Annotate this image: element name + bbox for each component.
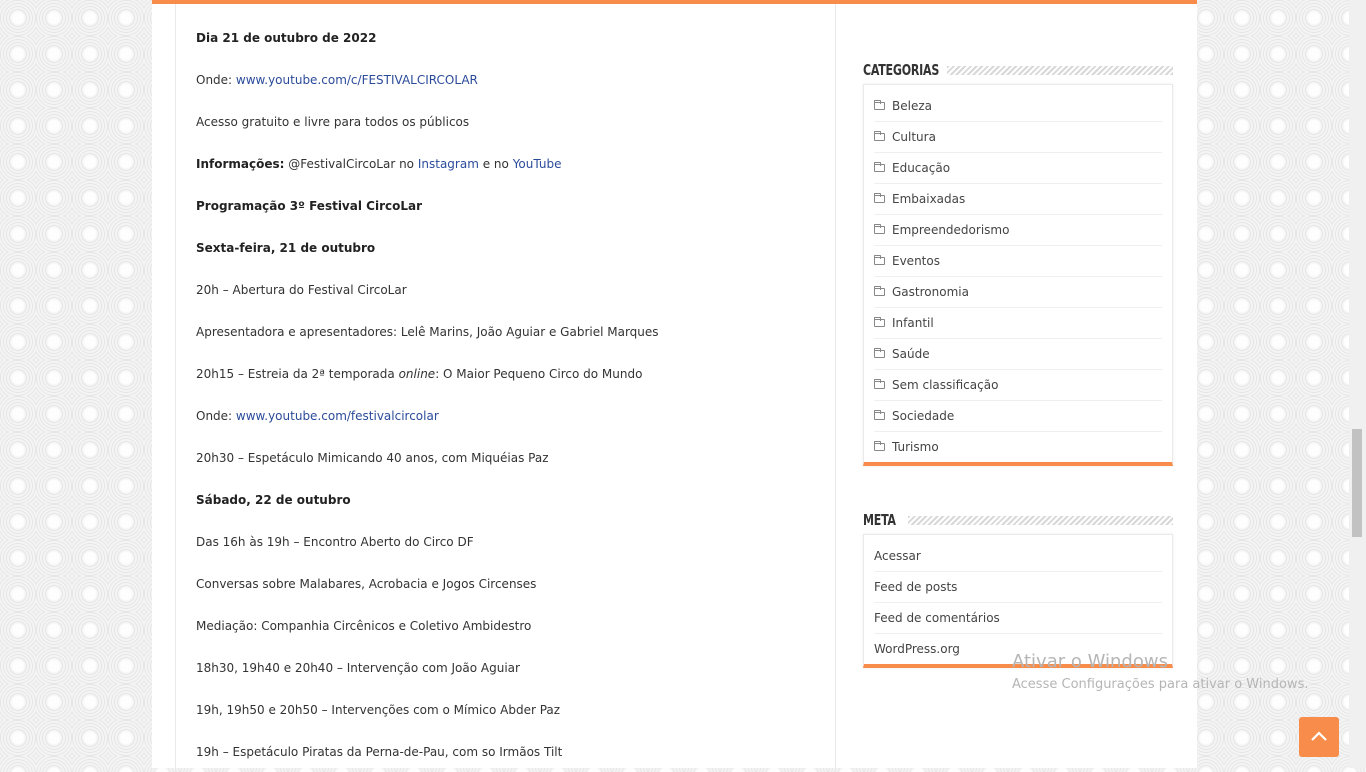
paragraph-text: 20h30 – Espetáculo Mimicando 40 anos, com Miquéias Paz [196,451,549,465]
bold-text: Sábado, 22 de outubro [196,493,351,507]
category-label[interactable]: Eventos [892,254,940,268]
meta-heading: META [863,511,896,529]
category-label[interactable]: Embaixadas [892,192,966,206]
category-item[interactable] [874,401,1162,432]
article-paragraph [196,366,642,382]
category-item[interactable] [874,184,1162,215]
category-label[interactable]: Sem classificação [892,378,999,392]
folder-icon [874,381,885,389]
meta-link[interactable]: Feed de posts [874,580,958,594]
folder-icon [874,257,885,265]
article-link[interactable]: YouTube [512,157,562,171]
paragraph-text: : O Maior Pequeno Circo do Mundo [435,367,643,381]
category-label[interactable]: Saúde [892,347,930,361]
article-content [175,4,836,772]
category-label[interactable]: Beleza [892,99,932,113]
article-paragraph [196,660,520,676]
italic-text: online [398,367,436,381]
bold-text: Informações: [196,157,285,171]
paragraph-text: Onde: [196,409,236,423]
folder-icon [874,288,885,296]
article-paragraph [196,702,560,718]
paragraph-text: Das 16h às 19h – Encontro Aberto do Circo DF [196,535,474,549]
category-item[interactable] [874,370,1162,401]
article-link[interactable]: www.youtube.com/festivalcircolar [235,409,439,423]
paragraph-text: @FestivalCircoLar no [284,157,418,171]
paragraph-text: Acesso gratuito e livre para todos os públicos [196,115,470,129]
categories-widget-title [863,58,1173,82]
meta-item[interactable] [874,541,1162,572]
article-paragraph [196,114,469,130]
article-paragraph [196,72,478,88]
meta-item[interactable] [874,572,1162,603]
category-label[interactable]: Sociedade [892,409,955,423]
title-stripes [947,66,1173,75]
category-item[interactable] [874,277,1162,308]
article-link[interactable]: Instagram [417,157,479,171]
activation-watermark-title: Ativar o Windows [1012,651,1168,672]
back-to-top-button[interactable] [1299,717,1339,757]
categories-heading: CATEGORIAS [863,61,940,79]
category-item[interactable] [874,91,1162,122]
category-item[interactable] [874,153,1162,184]
article-paragraph [196,450,549,466]
category-item[interactable] [874,122,1162,153]
paragraph-text: e no [478,157,513,171]
article-paragraph [196,744,562,760]
article-paragraph [196,492,351,508]
bold-text: Programação 3º Festival CircoLar [196,199,423,213]
meta-widget-title [863,508,1173,532]
meta-widget [863,534,1173,668]
category-item[interactable] [874,246,1162,277]
category-item[interactable] [874,308,1162,339]
article-paragraph [196,534,474,550]
category-item[interactable] [874,215,1162,246]
article-paragraph [196,240,375,256]
folder-icon [874,133,885,141]
folder-icon [874,350,885,358]
categories-widget [863,84,1173,466]
category-item[interactable] [874,432,1162,462]
paragraph-text: Mediação: Companhia Circênicos e Coletivo Ambidestro [196,619,532,633]
folder-icon [874,164,885,172]
article-paragraph [196,324,659,340]
category-label[interactable]: Empreendedorismo [892,223,1010,237]
paragraph-text: 19h – Espetáculo Piratas da Perna-de-Pau, com so Irmãos Tilt [196,745,563,759]
article-link[interactable]: www.youtube.com/c/FESTIVALCIRCOLAR [235,73,478,87]
article-paragraph [196,156,561,172]
paragraph-text: Apresentadora e apresentadores: Lelê Marins, João Aguiar e Gabriel Marques [196,325,659,339]
article-paragraph [196,618,531,634]
paragraph-text: 20h15 – Estreia da 2ª temporada [196,367,399,381]
paragraph-text: Onde: [196,73,236,87]
bold-text: Sexta-feira, 21 de outubro [196,241,376,255]
folder-icon [874,319,885,327]
meta-item[interactable] [874,603,1162,634]
article-paragraph [196,576,536,592]
paragraph-text: 18h30, 19h40 e 20h40 – Intervenção com João Aguiar [196,661,520,675]
page-scrollbar[interactable] [1349,0,1366,768]
folder-icon [874,226,885,234]
category-label[interactable]: Turismo [892,440,939,454]
chevron-up-icon [1310,730,1328,745]
meta-link[interactable]: Acessar [874,549,921,563]
category-label[interactable]: Gastronomia [892,285,969,299]
folder-icon [874,443,885,451]
title-stripes [908,516,1173,525]
article-paragraph [196,282,407,298]
bold-text: Dia 21 de outubro de 2022 [196,31,377,45]
paragraph-text: 19h, 19h50 e 20h50 – Intervenções com o Mímico Abder Paz [196,703,561,717]
category-item[interactable] [874,339,1162,370]
meta-link[interactable]: WordPress.org [874,642,960,656]
category-label[interactable]: Educação [892,161,951,175]
folder-icon [874,412,885,420]
category-label[interactable]: Infantil [892,316,934,330]
folder-icon [874,102,885,110]
meta-link[interactable]: Feed de comentários [874,611,1000,625]
paragraph-text: Conversas sobre Malabares, Acrobacia e Jogos Circenses [196,577,537,591]
scrollbar-thumb[interactable] [1352,429,1362,537]
category-label[interactable]: Cultura [892,130,936,144]
activation-watermark-subtitle: Acesse Configurações para ativar o Windows. [1012,677,1309,692]
paragraph-text: 20h – Abertura do Festival CircoLar [196,283,407,297]
article-paragraph [196,198,422,214]
article-paragraph [196,30,376,46]
folder-icon [874,195,885,203]
article-paragraph [196,408,439,424]
